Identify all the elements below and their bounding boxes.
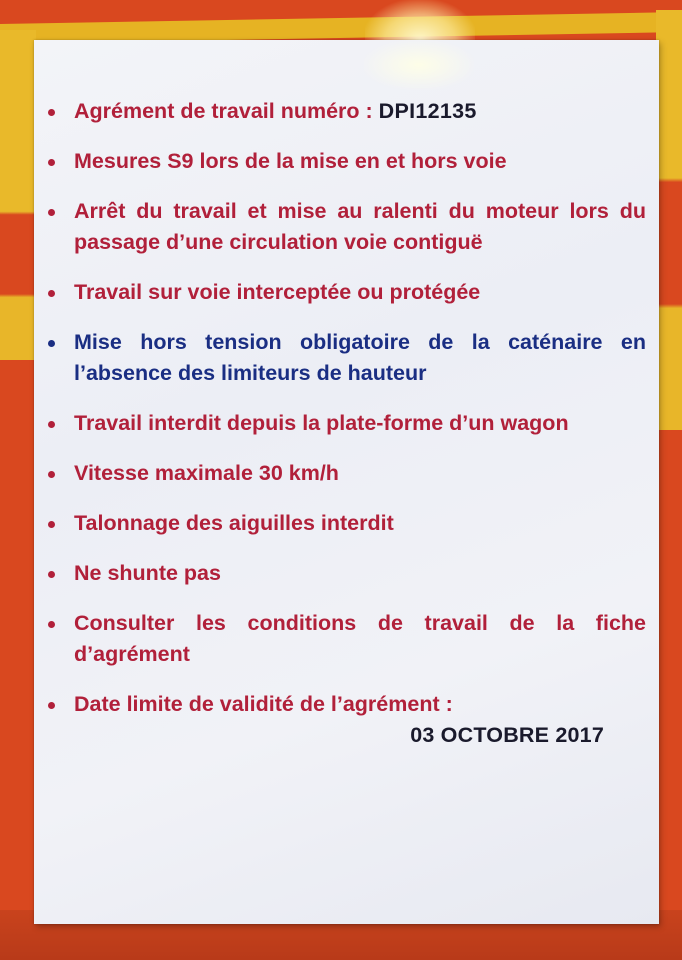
- notice-item-track-protected: [48, 277, 646, 308]
- item-text: Travail interdit depuis la plate-forme d’un wagon: [74, 411, 569, 435]
- bullet-icon: [48, 159, 55, 166]
- notice-item-s9-measures: [48, 146, 646, 177]
- notice-item-no-shunt: [48, 558, 646, 589]
- notice-item-consult-conditions: [48, 608, 646, 670]
- bullet-icon: [48, 421, 55, 428]
- item-text: Travail sur voie interceptée ou protégée: [74, 280, 481, 304]
- notice-sheet: [34, 40, 659, 924]
- paper-glare: [364, 40, 474, 90]
- bullet-icon: [48, 340, 55, 347]
- notice-item-catenary: [48, 327, 646, 389]
- item-text: Mise hors tension obligatoire de la caténaire en l’absence des limiteurs de hauteur: [74, 330, 646, 385]
- item-text: Talonnage des aiguilles interdit: [74, 511, 394, 535]
- notice-item-max-speed: [48, 458, 646, 489]
- validity-date: 03 OCTOBRE 2017: [410, 723, 604, 747]
- notice-list: [48, 96, 646, 770]
- bullet-icon: [48, 471, 55, 478]
- bullet-icon: [48, 109, 55, 116]
- bullet-icon: [48, 621, 55, 628]
- bullet-icon: [48, 290, 55, 297]
- bullet-icon: [48, 521, 55, 528]
- notice-item-engine-idle: [48, 196, 646, 258]
- approval-code: DPI12135: [378, 99, 477, 123]
- bullet-icon: [48, 702, 55, 709]
- bullet-icon: [48, 209, 55, 216]
- item-text: Ne shunte pas: [74, 561, 221, 585]
- notice-item-validity-date: [48, 689, 646, 751]
- yellow-stripe-left: [0, 30, 36, 360]
- item-text: Arrêt du travail et mise au ralenti du moteur lors du passage d’une circulation voie contiguë: [74, 199, 646, 254]
- notice-item-approval-number: [48, 96, 646, 127]
- notice-item-switch-trailing: [48, 508, 646, 539]
- item-text: Agrément de travail numéro :: [74, 99, 379, 123]
- item-text: Vitesse maximale 30 km/h: [74, 461, 339, 485]
- item-text: Consulter les conditions de travail de la fiche d’agrément: [74, 611, 646, 666]
- notice-item-wagon-platform: [48, 408, 646, 439]
- yellow-stripe-right: [656, 10, 682, 430]
- item-text: Date limite de validité de l’agrément :: [74, 692, 453, 716]
- item-text: Mesures S9 lors de la mise en et hors voie: [74, 149, 507, 173]
- bullet-icon: [48, 571, 55, 578]
